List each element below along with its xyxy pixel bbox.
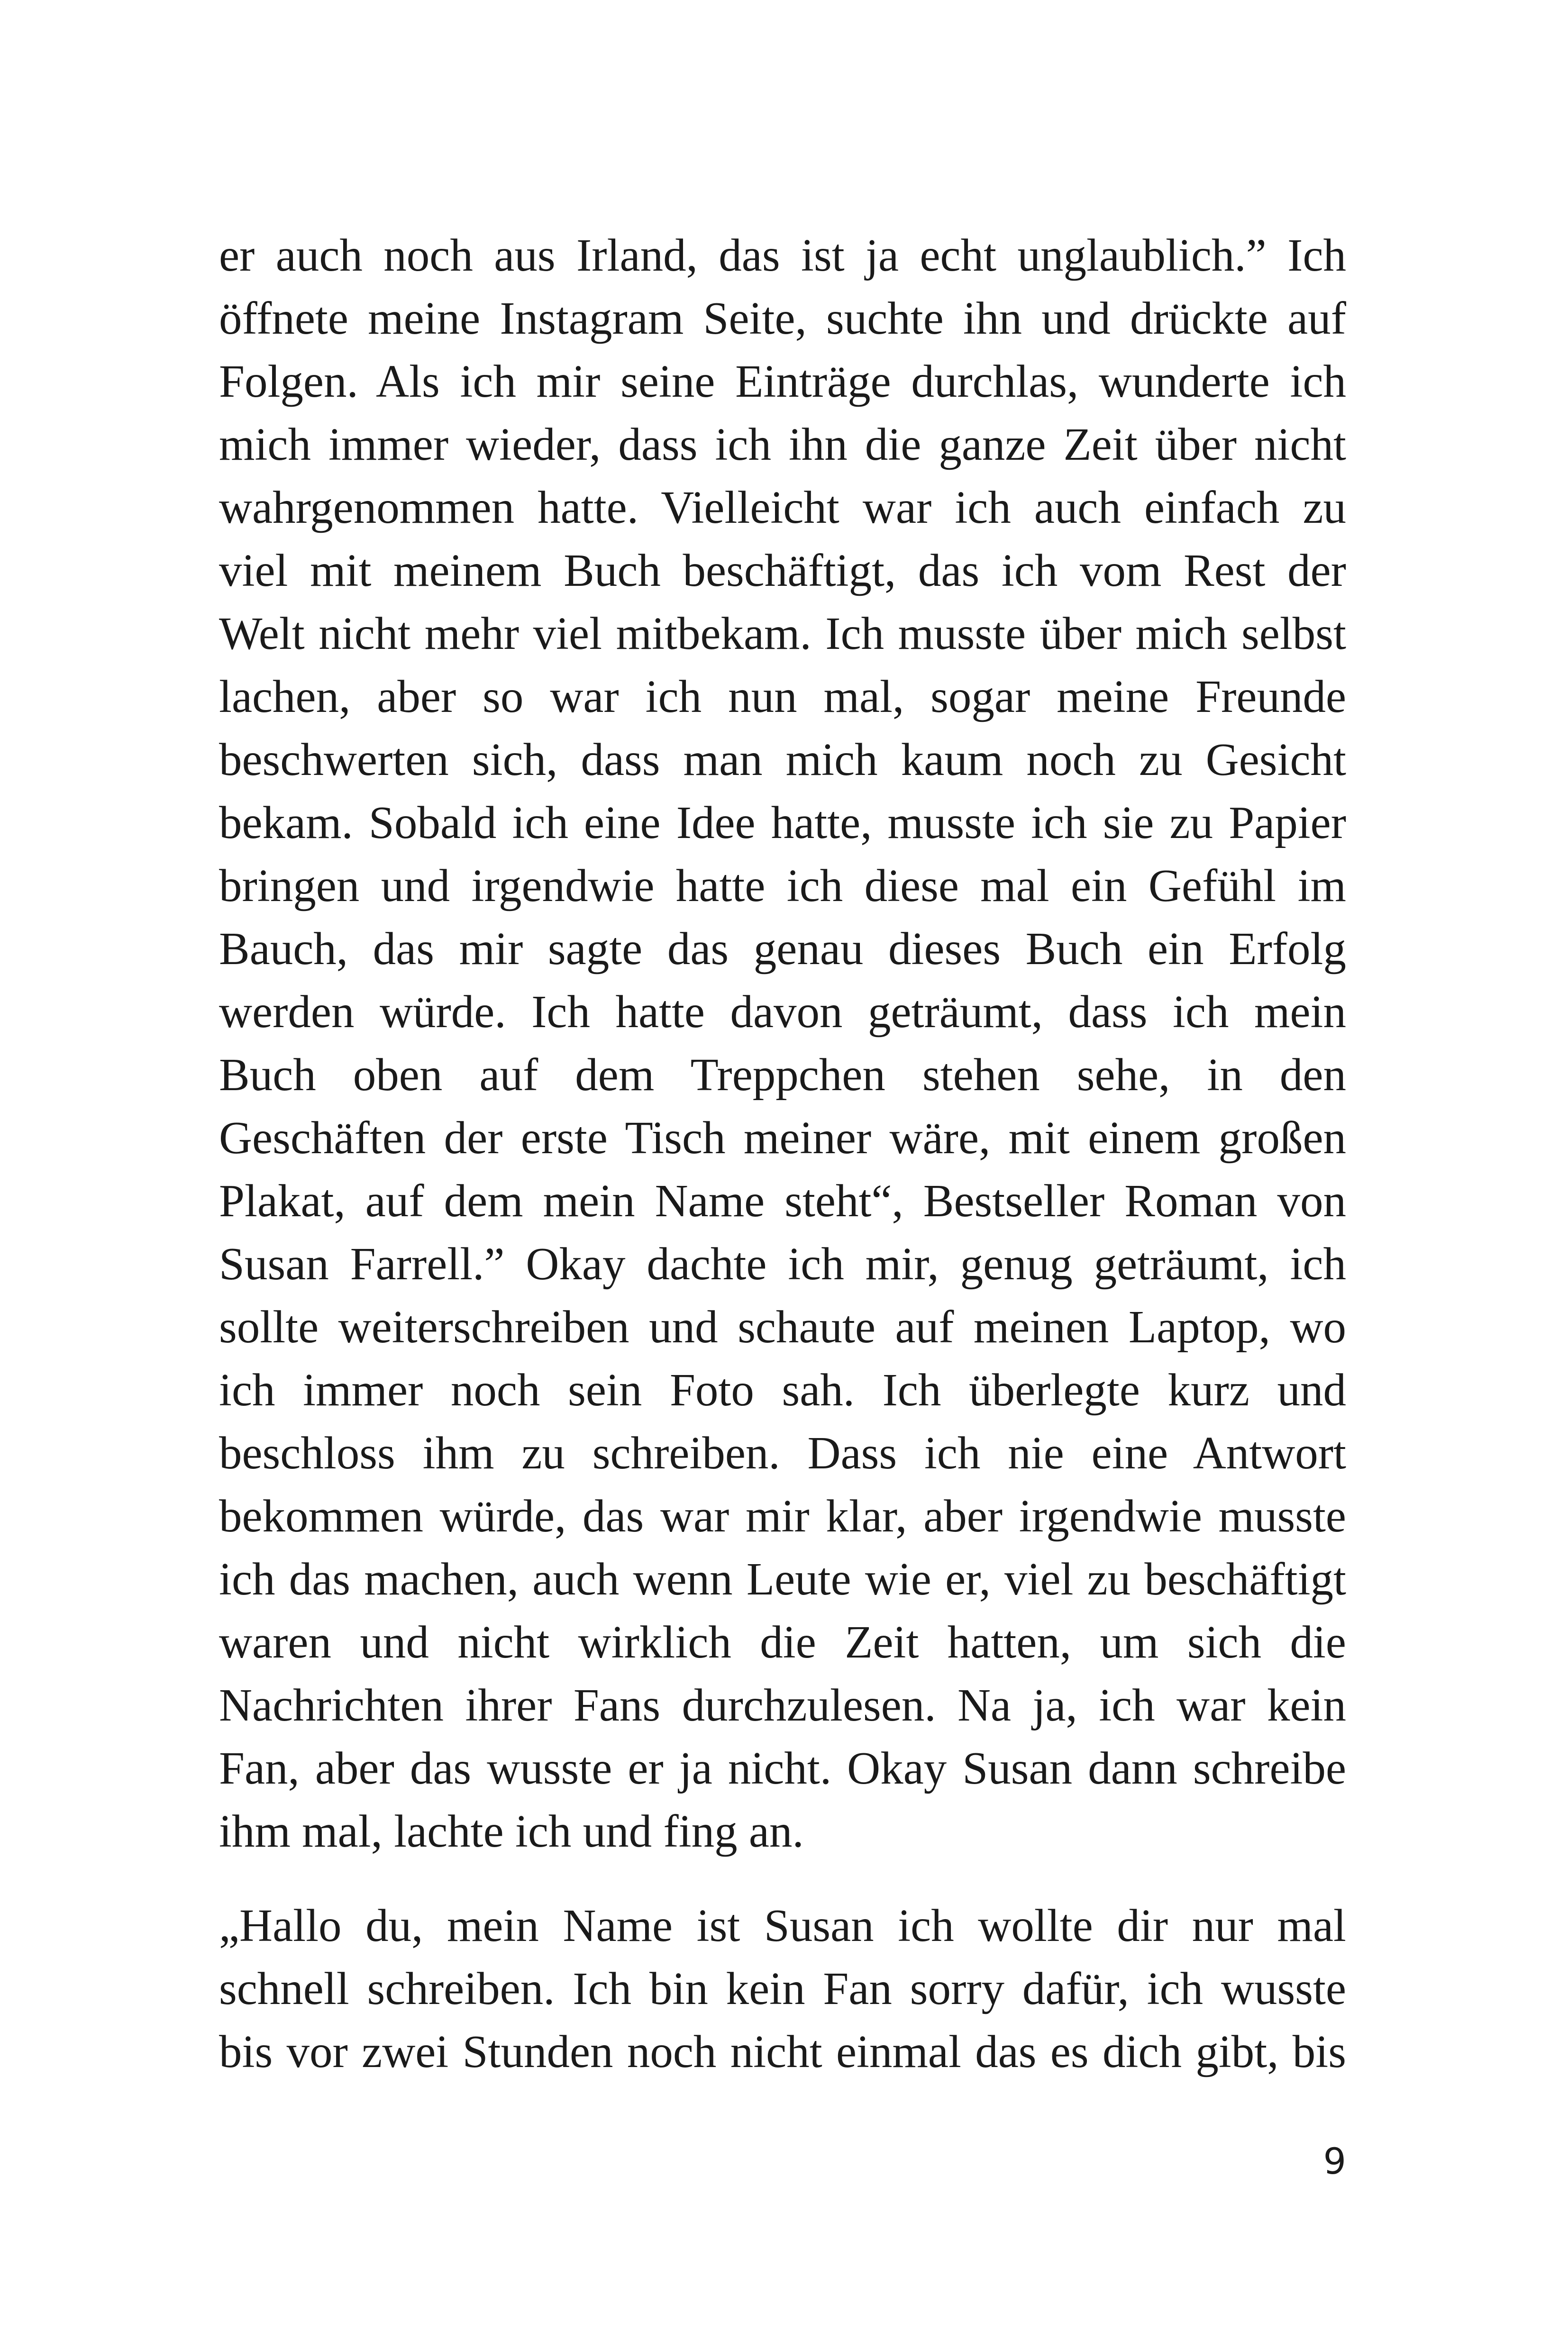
paragraph-2	[219, 1894, 1346, 2083]
page-number: 9	[1323, 2140, 1346, 2182]
text-line: schnell schreiben. Ich bin kein Fan sorry dafür, ich wusste	[219, 1963, 1346, 2014]
text-line: ihm mal, lachte ich und fing an.	[219, 1806, 804, 1857]
text-line: sollte weiterschreiben und schaute auf meinen Laptop, wo	[219, 1302, 1346, 1352]
text-line: Bauch, das mir sagte das genau dieses Buch ein Erfolg	[219, 923, 1346, 974]
text-line: ich immer noch sein Foto sah. Ich überlegte kurz und	[219, 1365, 1346, 1415]
body-text	[219, 224, 1346, 2083]
text-line: öffnete meine Instagram Seite, suchte ihn und drückte auf	[219, 293, 1346, 344]
text-line: Buch oben auf dem Treppchen stehen sehe, in den	[219, 1049, 1346, 1100]
text-line: werden würde. Ich hatte davon geträumt, dass ich mein	[219, 986, 1346, 1037]
text-line: viel mit meinem Buch beschäftigt, das ich vom Rest der	[219, 545, 1346, 596]
paragraph-spacer	[219, 1863, 1346, 1894]
text-line: Welt nicht mehr viel mitbekam. Ich musste über mich selbst	[219, 608, 1346, 659]
text-line: lachen, aber so war ich nun mal, sogar meine Freunde	[219, 671, 1346, 722]
text-line: Folgen. Als ich mir seine Einträge durchlas, wunderte ich	[219, 356, 1346, 407]
text-line: „Hallo du, mein Name ist Susan ich wollte dir nur mal	[219, 1900, 1346, 1951]
paragraph-1	[219, 224, 1346, 1863]
text-line: Nachrichten ihrer Fans durchzulesen. Na ja, ich war kein	[219, 1680, 1346, 1731]
text-line: bringen und irgendwie hatte ich diese mal ein Gefühl im	[219, 860, 1346, 911]
text-line: Susan Farrell.” Okay dachte ich mir, genug geträumt, ich	[219, 1239, 1346, 1289]
text-line: bekommen würde, das war mir klar, aber irgendwie musste	[219, 1491, 1346, 1541]
text-line: ich das machen, auch wenn Leute wie er, viel zu beschäftigt	[219, 1554, 1346, 1604]
text-line: waren und nicht wirklich die Zeit hatten, um sich die	[219, 1617, 1346, 1667]
text-line: mich immer wieder, dass ich ihn die ganze Zeit über nicht	[219, 419, 1346, 470]
text-line: wahrgenommen hatte. Vielleicht war ich auch einfach zu	[219, 482, 1346, 533]
text-line: Geschäften der erste Tisch meiner wäre, mit einem großen	[219, 1112, 1346, 1163]
text-line: beschloss ihm zu schreiben. Dass ich nie eine Antwort	[219, 1428, 1346, 1478]
text-line: beschwerten sich, dass man mich kaum noch zu Gesicht	[219, 734, 1346, 785]
text-line: bis vor zwei Stunden noch nicht einmal das es dich gibt, bis	[219, 2026, 1346, 2077]
text-line: er auch noch aus Irland, das ist ja echt unglaublich.” Ich	[219, 230, 1346, 281]
text-line: bekam. Sobald ich eine Idee hatte, musste ich sie zu Papier	[219, 797, 1346, 848]
text-line: Fan, aber das wusste er ja nicht. Okay Susan dann schreibe	[219, 1743, 1346, 1794]
text-line: Plakat, auf dem mein Name steht“, Bestseller Roman von	[219, 1175, 1346, 1226]
